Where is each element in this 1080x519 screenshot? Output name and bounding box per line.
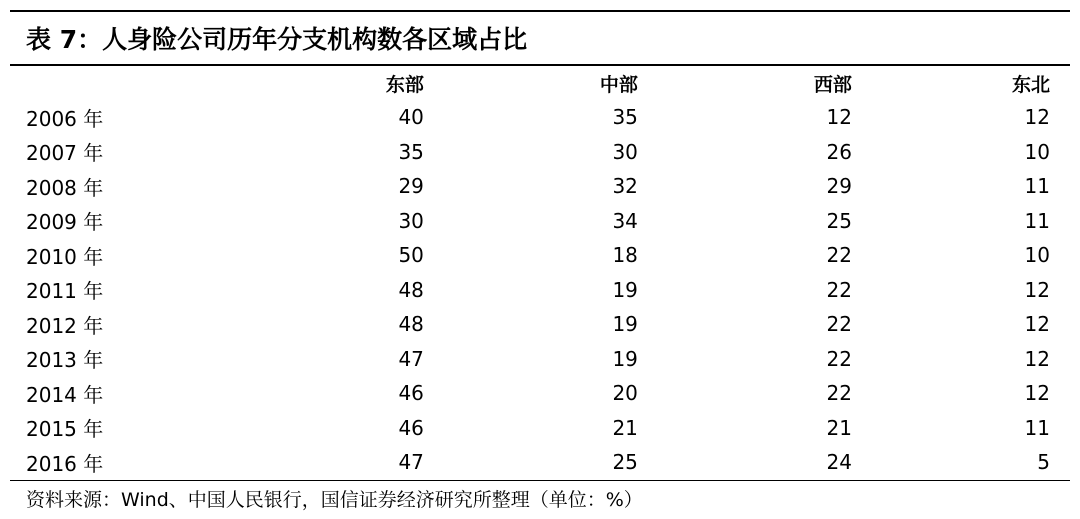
cell-central: 18 <box>612 243 638 268</box>
cell-west: 12 <box>826 105 852 130</box>
cell-central: 30 <box>612 139 638 164</box>
header-year <box>10 66 303 100</box>
row-year: 2011 年 <box>26 279 104 304</box>
cell-west: 21 <box>826 415 852 440</box>
cell-central: 19 <box>612 277 638 302</box>
cell-east: 46 <box>398 415 424 440</box>
header-west: 西部 <box>813 73 852 96</box>
cell-central: 32 <box>612 174 638 199</box>
row-year: 2015 年 <box>26 417 104 442</box>
table-row <box>10 376 1070 411</box>
cell-west: 22 <box>826 312 852 337</box>
cell-northeast: 12 <box>1024 346 1050 371</box>
row-year: 2010 年 <box>26 244 104 269</box>
cell-northeast: 12 <box>1024 105 1050 130</box>
cell-east: 29 <box>398 174 424 199</box>
cell-west: 22 <box>826 243 852 268</box>
cell-northeast: 12 <box>1024 312 1050 337</box>
cell-east: 46 <box>398 381 424 406</box>
header-northeast: 东北 <box>1011 73 1050 96</box>
cell-west: 25 <box>826 208 852 233</box>
row-year: 2012 年 <box>26 313 104 338</box>
cell-east: 48 <box>398 312 424 337</box>
cell-east: 47 <box>398 450 424 475</box>
cell-west: 22 <box>826 381 852 406</box>
table-title: 表 7：人身险公司历年分支机构数各区域占比 <box>26 25 528 54</box>
row-year: 2013 年 <box>26 348 104 373</box>
row-year: 2016 年 <box>26 451 104 476</box>
cell-northeast: 10 <box>1024 139 1050 164</box>
row-year: 2007 年 <box>26 141 104 166</box>
table-row <box>10 204 1070 239</box>
cell-central: 21 <box>612 415 638 440</box>
cell-central: 35 <box>612 105 638 130</box>
cell-northeast: 11 <box>1024 208 1050 233</box>
table-row <box>10 100 1070 135</box>
cell-central: 25 <box>612 450 638 475</box>
cell-central: 34 <box>612 208 638 233</box>
cell-west: 22 <box>826 277 852 302</box>
table-row <box>10 411 1070 446</box>
row-year: 2008 年 <box>26 175 104 200</box>
cell-east: 35 <box>398 139 424 164</box>
top-rule <box>10 10 1070 12</box>
header-east: 东部 <box>385 73 424 96</box>
table-row <box>10 169 1070 204</box>
cell-west: 24 <box>826 450 852 475</box>
header-row <box>10 66 1070 100</box>
bottom-rule <box>10 480 1070 481</box>
cell-west: 29 <box>826 174 852 199</box>
cell-west: 22 <box>826 346 852 371</box>
cell-northeast: 12 <box>1024 277 1050 302</box>
cell-east: 30 <box>398 208 424 233</box>
header-central: 中部 <box>599 73 638 96</box>
table-body <box>10 100 1070 480</box>
region-share-table <box>10 66 1070 480</box>
table-row <box>10 342 1070 377</box>
cell-west: 26 <box>826 139 852 164</box>
cell-central: 19 <box>612 312 638 337</box>
table-row <box>10 135 1070 170</box>
cell-east: 40 <box>398 105 424 130</box>
source-note: 资料来源：Wind、中国人民银行，国信证券经济研究所整理（单位：%） <box>26 489 643 511</box>
cell-east: 48 <box>398 277 424 302</box>
cell-northeast: 11 <box>1024 174 1050 199</box>
table-row <box>10 307 1070 342</box>
cell-northeast: 10 <box>1024 243 1050 268</box>
table-row <box>10 238 1070 273</box>
row-year: 2014 年 <box>26 382 104 407</box>
row-year: 2009 年 <box>26 210 104 235</box>
cell-east: 47 <box>398 346 424 371</box>
cell-northeast: 12 <box>1024 381 1050 406</box>
cell-east: 50 <box>398 243 424 268</box>
cell-central: 19 <box>612 346 638 371</box>
table-row <box>10 273 1070 308</box>
cell-northeast: 5 <box>1037 450 1050 475</box>
table-row <box>10 445 1070 480</box>
row-year: 2006 年 <box>26 106 104 131</box>
cell-northeast: 11 <box>1024 415 1050 440</box>
cell-central: 20 <box>612 381 638 406</box>
